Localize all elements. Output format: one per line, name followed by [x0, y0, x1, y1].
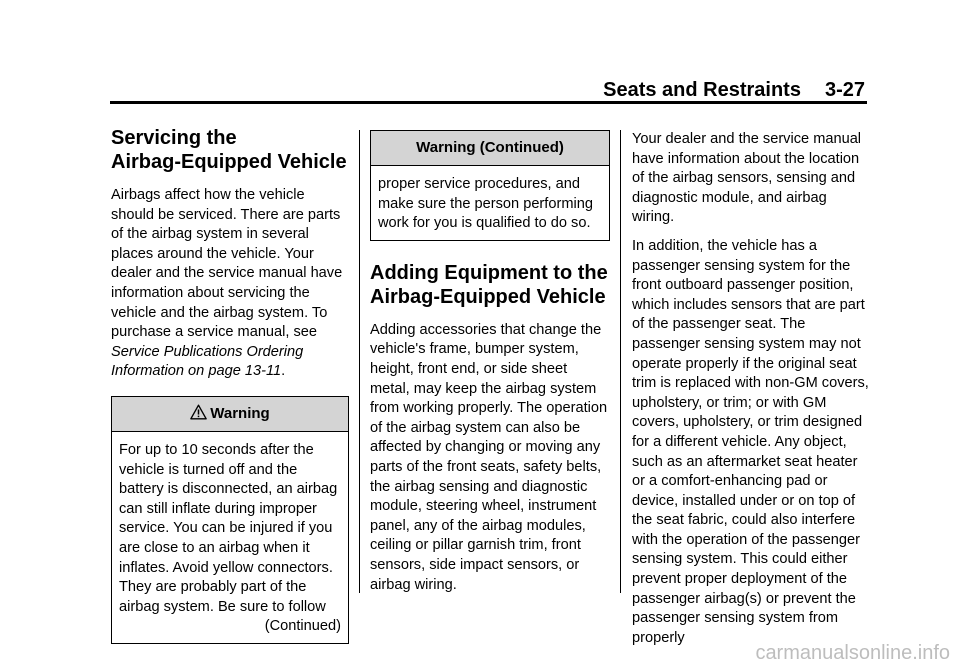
warning-title: Warning [210, 404, 270, 422]
dealer-paragraph: Your dealer and the service manual have information about the location of the airbag sensors, sensing and diagnostic module, and airbag wiring. [632, 131, 862, 226]
servicing-paragraph: Airbags affect how the vehicle should be serviced. There are parts of the airbag system in several places around the vehicle. Your dealer and the service manual have information about servicing the vehicle and the airbag system. To purchase a service manual, see Service Publications Ordering Information on page 13-11. [111, 187, 343, 380]
warning-triangle-icon [190, 404, 207, 420]
section-title: Seats and Restraints [603, 79, 801, 101]
service-publications-link[interactable]: Service Publications Ordering Information on page 13-11 [111, 343, 304, 380]
warning-continued-box [370, 130, 610, 241]
column-1 [111, 126, 349, 644]
header-rule [110, 101, 867, 104]
adding-equipment-paragraph: Adding accessories that change the vehicle's frame, bumper system, height, front end, or side sheet metal, may keep the airbag system from working properly. The operation of the airbag system can also be affected by changing or moving any parts of the front seats, safety belts, the airbag sensing and diagnostic module, steering wheel, instrument panel, any of the airbag modules, ceiling or pillar garnish trim, front sensors, side impact sensors, or airbag wiring. [370, 321, 608, 593]
passenger-sensing-paragraph: In addition, the vehicle has a passenger sensing system for the front outboard passenger position, which includes sensors that are part of the passenger seat. The passenger sensing system may not operate properly if the original seat trim is replaced with non-GM covers, upholstery, or trim; or with GM covers, upholstery, or trim designed for a different vehicle. Any object, such as an aftermarket seat heater or a comfort-enhancing pad or device, installed under or on top of the seat fabric, could also interfere with the operation of the passenger sensing system. This could either prevent proper deployment of the passenger airbag(s) or prevent the passenger sensing system from properly [632, 237, 869, 646]
column-3 [632, 130, 872, 657]
section-heading-adding-equipment: Adding Equipment to the Airbag-Equipped Vehicle [370, 261, 608, 308]
warning-continued-body: proper service procedures, and make sure the person performing work for you is qualified to do so. [378, 176, 593, 232]
warning-body: For up to 10 seconds after the vehicle is turned off and the battery is disconnected, an airbag can still inflate during improper service. You can be injured if you are close to an airbag when it inflates. Avoid yellow connectors. They are probably part of the airbag system. Be sure to follow (Continued) [112, 432, 348, 643]
column-divider-1 [359, 130, 360, 593]
warning-box [111, 396, 349, 644]
continued-label: (Continued) [264, 618, 341, 635]
column-2 [370, 130, 610, 604]
watermark: carmanualsonline.info [755, 642, 950, 664]
warning-header [112, 397, 348, 432]
section-heading-servicing: Servicing the Airbag-Equipped Vehicle [111, 127, 347, 173]
page-number: 3-27 [824, 79, 865, 101]
column-divider-2 [620, 130, 621, 593]
page-header [110, 78, 865, 102]
warning-continued-header: Warning (Continued) [371, 131, 609, 166]
